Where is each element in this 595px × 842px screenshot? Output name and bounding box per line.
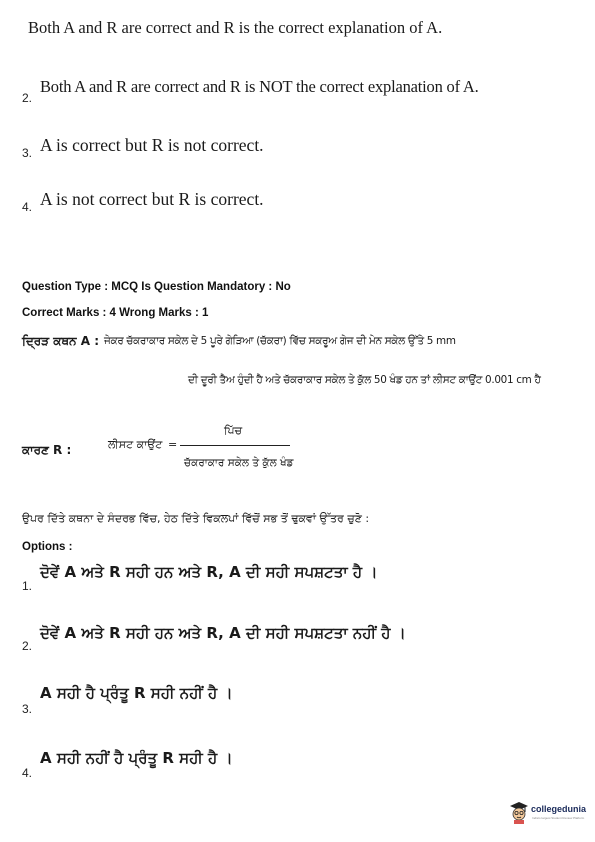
reason-lhs: ਲੀਸਟ ਕਾਉਂਟ bbox=[108, 438, 163, 451]
punjabi-option-1-text: ਦੋਵੇਂ A ਅਤੇ R ਸਹੀ ਹਨ ਅਤੇ R, A ਦੀ ਸਹੀ ਸਪਸ਼ਟਤਾ ਹੈ । bbox=[40, 563, 378, 581]
mascot-icon bbox=[508, 800, 530, 824]
instruction-text: ਉਪਰ ਦਿੱਤੇ ਕਥਨਾ ਦੇ ਸੰਦਰਭ ਵਿੱਚ, ਹੇਠ ਦਿੱਤੇ ਵਿਕਲਪਾਂ ਵਿੱਚੋਂ ਸਭ ਤੋਂ ਢੁਕਵਾਂ ਉੱਤਰ ਚੁਣੋ : bbox=[22, 512, 370, 525]
reason-label: ਕਾਰਣ R : bbox=[22, 443, 72, 457]
english-option-2-text: Both A and R are correct and R is NOT the correct explanation of A. bbox=[40, 77, 479, 96]
reason-equals: = bbox=[168, 438, 178, 451]
logo-wordmark: collegedunia bbox=[531, 804, 587, 814]
punjabi-option-2-text: ਦੋਵੇਂ A ਅਤੇ R ਸਹੀ ਹਨ ਅਤੇ R, A ਦੀ ਸਹੀ ਸਪਸ਼ਟਤਾ ਨਹੀਂ ਹੈ । bbox=[40, 624, 406, 642]
question-meta-marks: Correct Marks : 4 Wrong Marks : 1 bbox=[22, 307, 209, 319]
english-option-3-number: 3. bbox=[22, 146, 33, 160]
english-option-1-text: Both A and R are correct and R is the correct explanation of A. bbox=[28, 18, 443, 37]
punjabi-option-3-text: A ਸਹੀ ਹੈ ਪ੍ਰੰਤੂ R ਸਹੀ ਨਹੀਂ ਹੈ । bbox=[40, 684, 233, 702]
english-option-4-number: 4. bbox=[22, 200, 33, 214]
options-label: Options : bbox=[22, 541, 73, 553]
assertion-text-line-2: ਦੀ ਦੂਰੀ ਤੈਅ ਹੁੰਦੀ ਹੈ ਅਤੇ ਚੱਕਰਾਕਾਰ ਸਕੇਲ ਤੇ ਕੁੱਲ 50 ਖੰਡ ਹਨ ਤਾਂ ਲੀਸਟ ਕਾਉਂਟ 0.001 cm ਹੈ bbox=[188, 374, 541, 386]
fraction-numerator: ਪਿੱਚ bbox=[224, 424, 243, 437]
assertion-text-line-1: ਜੇਕਰ ਚੱਕਰਾਕਾਰ ਸਕੇਲ ਦੇ 5 ਪੂਰੇ ਗੇੜਿਆ (ਚੱਕਰਾ) ਵਿੱਚ ਸਕਰੂਅ ਗੇਜ ਦੀ ਮੇਨ ਸਕੇਲ ਉੱਤੇ 5 mm bbox=[104, 335, 456, 347]
english-option-4-text: A is not correct but R is correct. bbox=[40, 189, 264, 209]
logo-tagline: India's largest Student Review Platform bbox=[532, 816, 585, 820]
english-option-3-text: A is correct but R is not correct. bbox=[40, 135, 264, 155]
punjabi-option-4-text: A ਸਹੀ ਨਹੀਂ ਹੈ ਪ੍ਰੰਤੂ R ਸਹੀ ਹੈ । bbox=[40, 749, 233, 767]
punjabi-option-3-number: 3. bbox=[22, 702, 33, 716]
assertion-label: ਦ੍ਰਿੜ ਕਥਨ A : bbox=[22, 334, 99, 348]
english-option-2-number: 2. bbox=[22, 91, 33, 105]
punjabi-option-4-number: 4. bbox=[22, 766, 33, 780]
fraction-bar bbox=[180, 445, 290, 446]
punjabi-option-2-number: 2. bbox=[22, 639, 33, 653]
punjabi-option-1-number: 1. bbox=[22, 579, 33, 593]
question-meta-type: Question Type : MCQ Is Question Mandatory : No bbox=[22, 281, 291, 293]
fraction-denominator: ਚੱਕਰਾਕਾਰ ਸਕੇਲ ਤੇ ਕੁੱਲ ਖੰਡ bbox=[184, 457, 294, 469]
collegedunia-logo bbox=[508, 800, 592, 826]
